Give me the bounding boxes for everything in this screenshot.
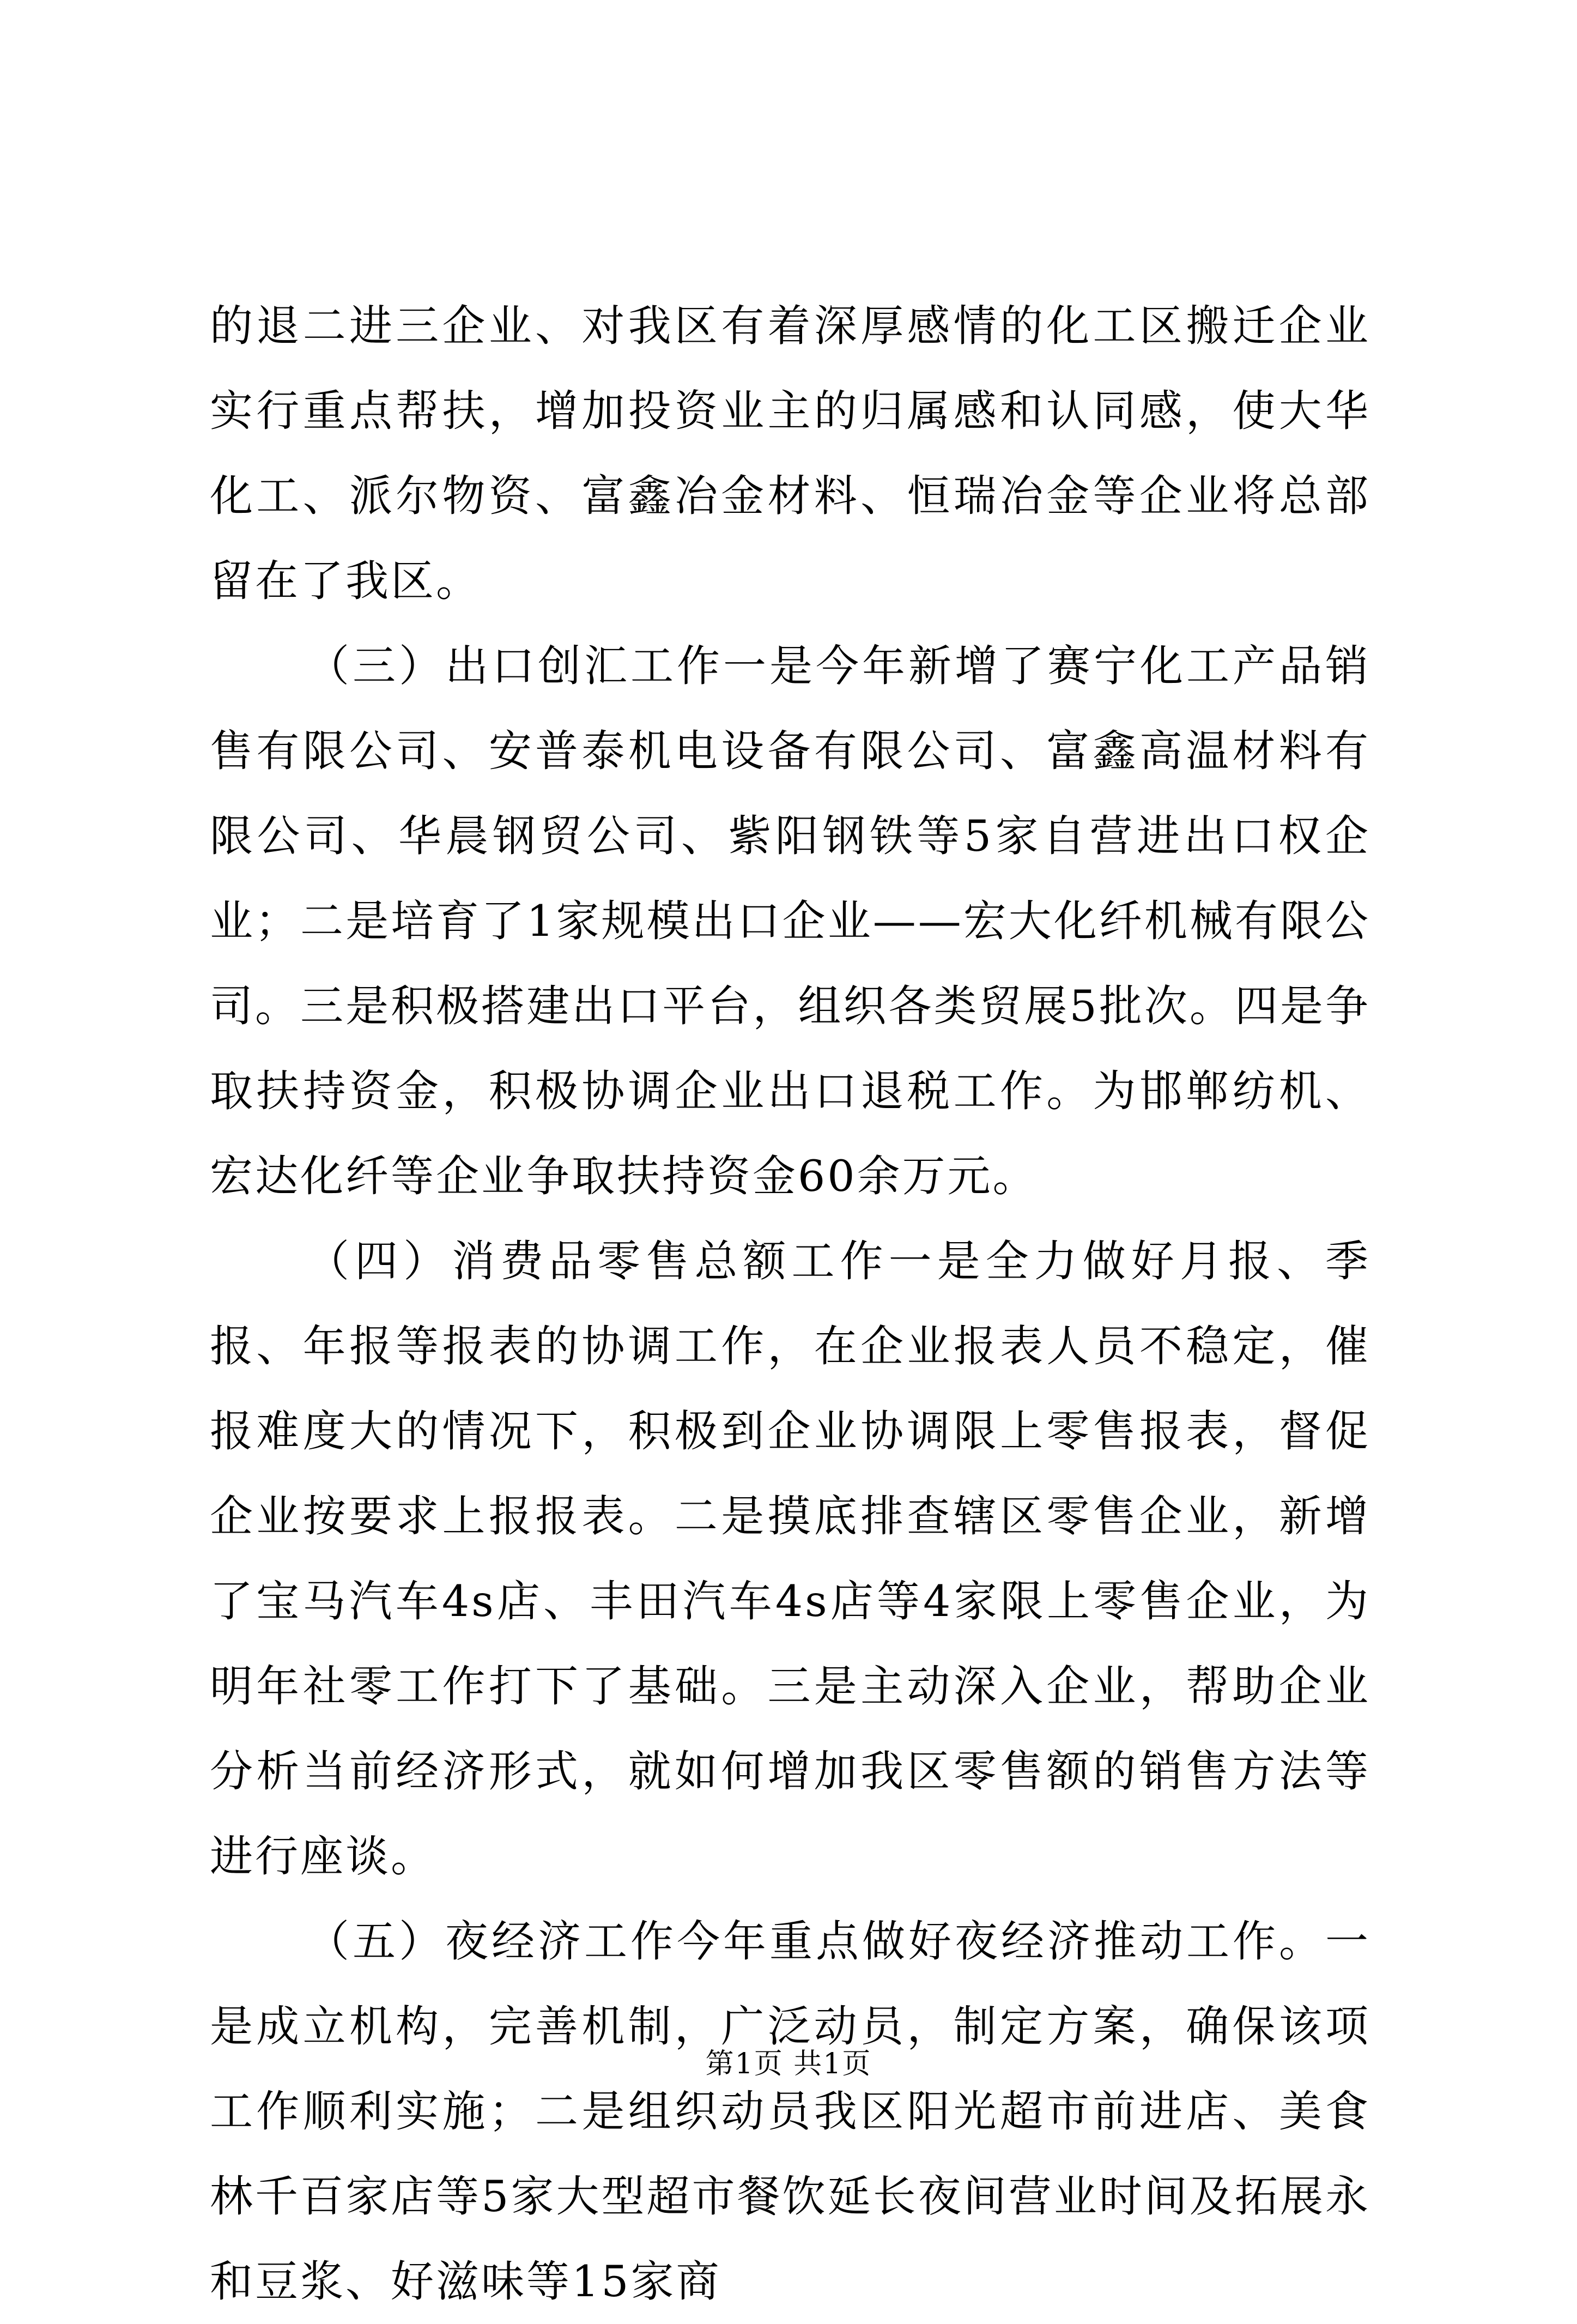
document-body	[210, 283, 1370, 2324]
paragraph-1: 的退二进三企业、对我区有着深厚感情的化工区搬迁企业实行重点帮扶，增加投资业主的归属感和认同感，使大华化工、派尔物资、富鑫冶金材料、恒瑞冶金等企业将总部留在了我区。	[210, 301, 1370, 606]
paragraph-2: （三）出口创汇工作一是今年新增了赛宁化工产品销售有限公司、安普泰机电设备有限公司、富鑫高温材料有限公司、华晨钢贸公司、紫阳钢铁等5家自营进出口权企业；二是培育了1家规模出口企业——宏大化纤机械有限公司。三是积极搭建出口平台，组织各类贸展5批次。四是争取扶持资金，积极协调企业出口退税工作。为邯郸纺机、宏达化纤等企业争取扶持资金60余万元。	[210, 641, 1370, 1201]
page-footer: 第1页 共1页	[705, 2048, 872, 2080]
paragraph-3: （四）消费品零售总额工作一是全力做好月报、季报、年报等报表的协调工作，在企业报表人员不稳定，催报难度大的情况下，积极到企业协调限上零售报表，督促企业按要求上报报表。二是摸底排查辖区零售企业，新增了宝马汽车4s店、丰田汽车4s店等4家限上零售企业，为明年社零工作打下了基础。三是主动深入企业，帮助企业分析当前经济形式，就如何增加我区零售额的销售方法等进行座谈。	[210, 1236, 1370, 1881]
paragraph-4: （五）夜经济工作今年重点做好夜经济推动工作。一是成立机构，完善机制，广泛动员，制定方案，确保该项工作顺利实施；二是组织动员我区阳光超市前进店、美食林千百家店等5家大型超市餐饮延长夜间营业时间及拓展永和豆浆、好滋味等15家商	[210, 1916, 1370, 2307]
